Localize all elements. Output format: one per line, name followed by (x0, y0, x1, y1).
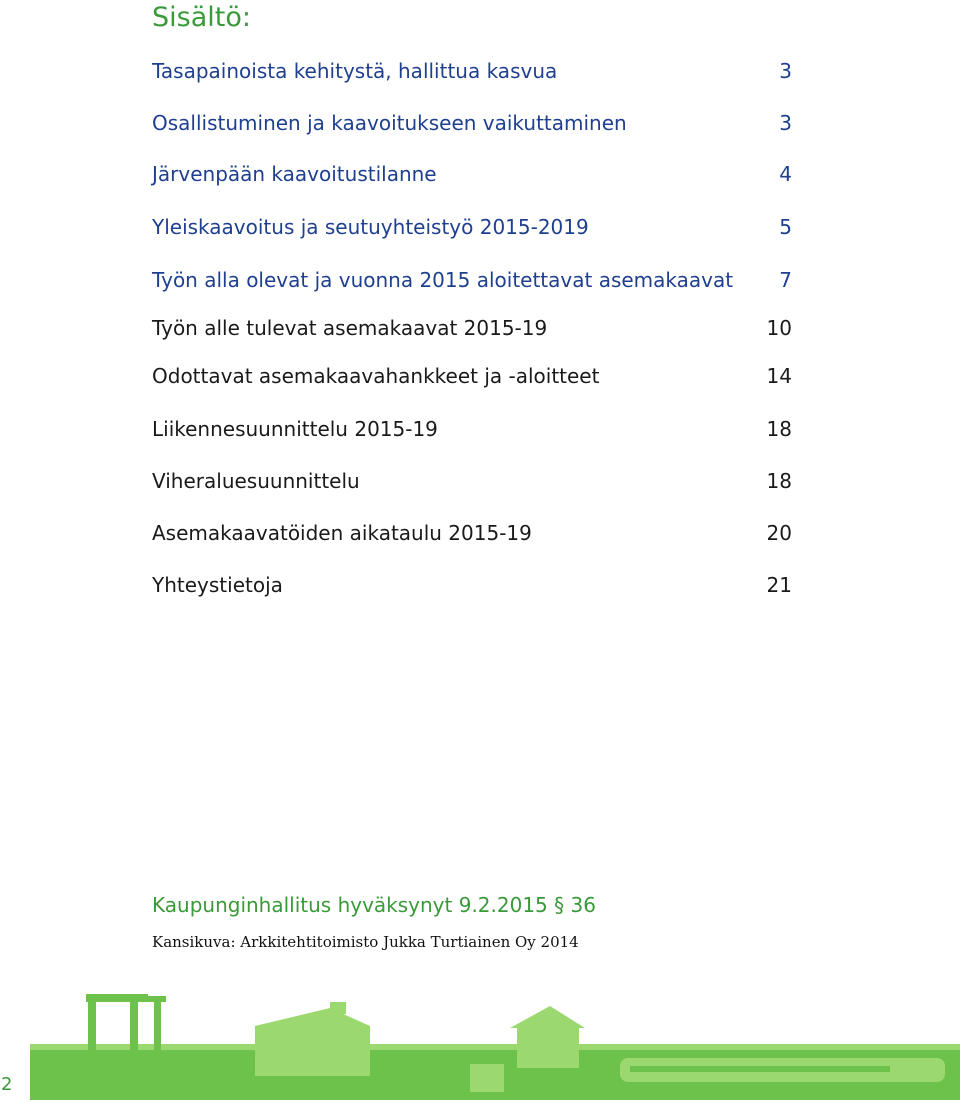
toc-row (152, 313, 792, 343)
toc-row (152, 570, 792, 600)
train-shape (620, 1058, 945, 1082)
approval-note: Kaupunginhallitus hyväksynyt 9.2.2015 § 36 (152, 893, 596, 917)
toc-entry-page: 18 (766, 469, 792, 493)
toc-entry-label: Yhteystietoja (152, 573, 283, 597)
toc-entry-label: Odottavat asemakaavahankkeet ja -aloitteet (152, 364, 600, 388)
toc-row (152, 361, 792, 391)
toc-row (152, 56, 792, 86)
toc-entry-page: 3 (779, 59, 792, 83)
toc-entry-label: Asemakaavatöiden aikataulu 2015-19 (152, 521, 532, 545)
toc-entry-page: 18 (766, 417, 792, 441)
toc-entry-label: Liikennesuunnittelu 2015-19 (152, 417, 438, 441)
ground-highlight (30, 1044, 960, 1050)
cover-credit: Kansikuva: Arkkitehtitoimisto Jukka Turtiainen Oy 2014 (152, 933, 579, 951)
toc-entry-label: Työn alle tulevat asemakaavat 2015-19 (152, 316, 548, 340)
toc-row (152, 108, 792, 138)
toc-entry-page: 4 (779, 162, 792, 186)
toc-heading: Sisältö: (152, 2, 251, 33)
page-number: 2 (1, 1074, 13, 1095)
toc-entry-label: Työn alla olevat ja vuonna 2015 aloitettavat asemakaavat (152, 268, 734, 292)
toc-entry-page: 20 (766, 521, 792, 545)
toc-entry-page: 10 (766, 316, 792, 340)
toc-row (152, 414, 792, 444)
toc-row (152, 518, 792, 548)
toc-entry-page: 7 (779, 268, 792, 292)
toc-entry-label: Järvenpään kaavoitustilanne (152, 162, 437, 186)
toc-entry-label: Viheraluesuunnittelu (152, 469, 360, 493)
town-illustration (30, 988, 960, 1102)
toc-row (152, 159, 792, 189)
toc-row (152, 265, 792, 295)
toc-entry-label: Yleiskaavoitus ja seutuyhteistyö 2015-2019 (152, 215, 589, 239)
toc-entry-page: 3 (779, 111, 792, 135)
toc-row (152, 212, 792, 242)
toc-entry-page: 14 (766, 364, 792, 388)
toc-entry-page: 5 (779, 215, 792, 239)
toc-entry-page: 21 (766, 573, 792, 597)
toc-row (152, 466, 792, 496)
toc-entry-label: Tasapainoista kehitystä, hallittua kasvua (152, 59, 558, 83)
toc-entry-label: Osallistuminen ja kaavoitukseen vaikuttaminen (152, 111, 627, 135)
building-shape (255, 1002, 370, 1076)
